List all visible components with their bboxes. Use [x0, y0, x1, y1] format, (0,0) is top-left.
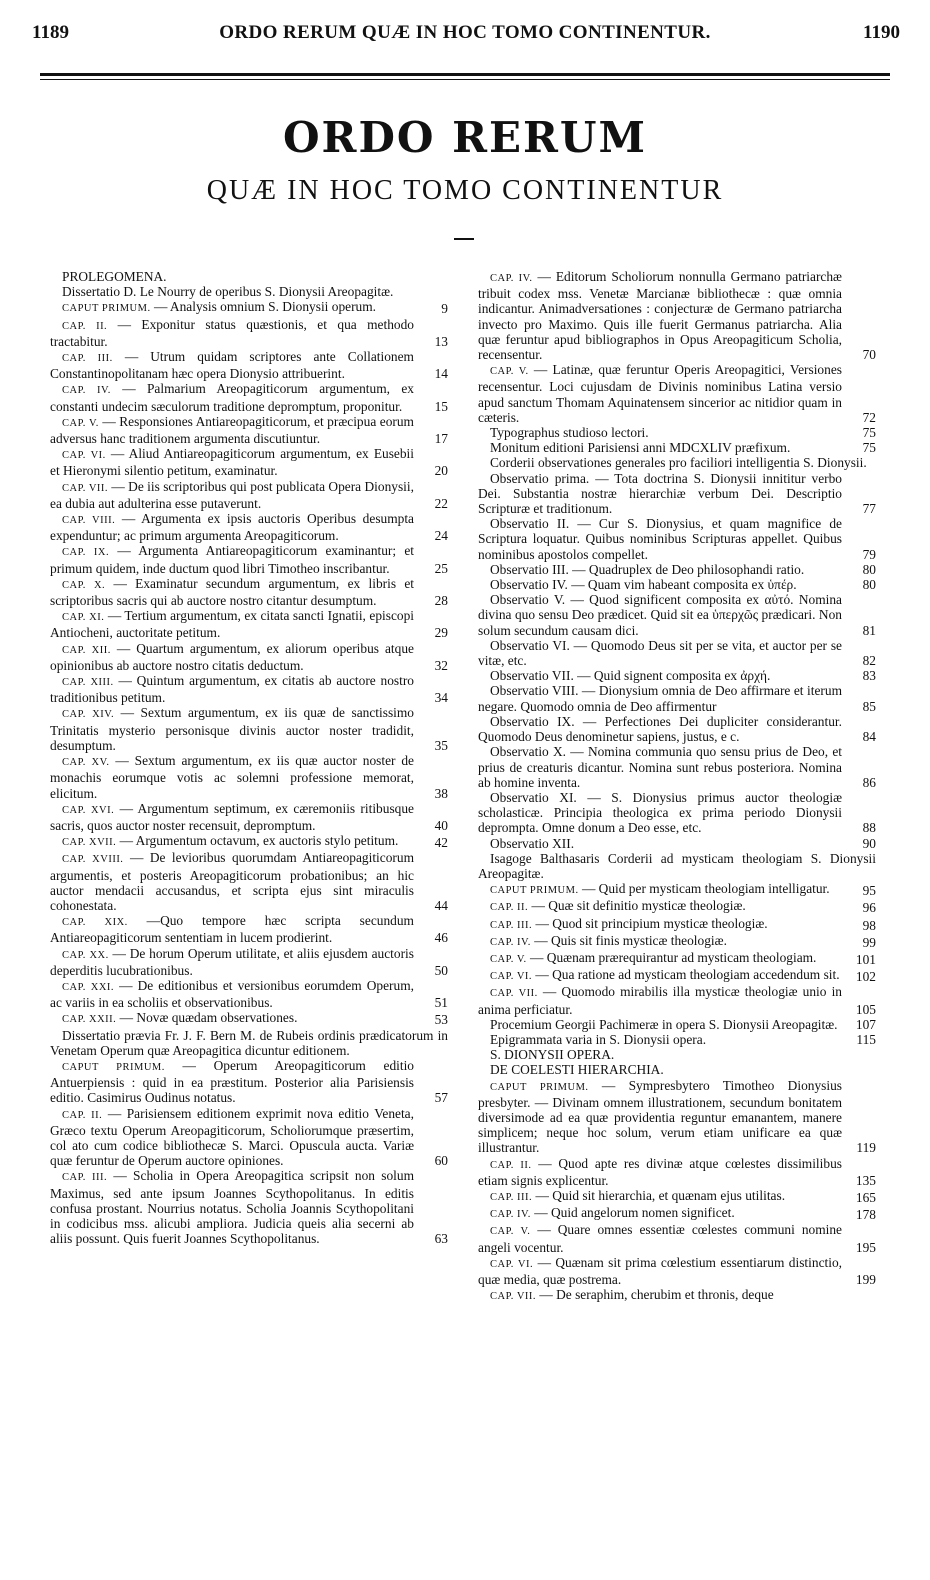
entry-text: — Quod apte res divinæ atque cœlestes dissimilibus etiam signis explicentur. [478, 1155, 842, 1188]
page-ref: 42 [434, 835, 448, 851]
toc-entry [50, 284, 448, 299]
page-ref: 80 [862, 577, 876, 593]
page-ref: 115 [856, 1031, 876, 1047]
page-ref: 119 [856, 1140, 876, 1156]
entry-label: CAP. XI. [62, 612, 105, 624]
entry-label: CAP. XIII. [62, 677, 114, 689]
page-number-right: 1190 [863, 22, 900, 43]
entry-label: CAP. V. [490, 953, 527, 965]
entry-label: CAP. V. [490, 1226, 531, 1238]
toc-entry [50, 913, 448, 945]
toc-entry [50, 850, 448, 913]
page-ref: 28 [434, 593, 448, 609]
page-ref: 82 [862, 653, 876, 669]
entry-text: Observatio IV. — Quam vim habeant composita ex ὑπέρ. [490, 577, 797, 593]
entry-label: CAP. II. [62, 320, 108, 332]
entry-text: Typographus studioso lectori. [490, 425, 649, 441]
page-ref: 15 [434, 398, 448, 414]
entry-text: — Responsiones Antiareopagiticorum, et præcipua eorum adversus hanc traditionem argumenta discutiuntur. [50, 413, 414, 447]
entry-label: CAP. VII. [62, 482, 109, 494]
entry-text: — Tertium argumentum, ex citata sancti Ignatii, episcopi Antiocheni, auctoritate petitum. [50, 608, 414, 641]
page-ref: 178 [855, 1207, 876, 1223]
toc-entry [478, 790, 876, 836]
entry-label: CAP. V. [490, 366, 529, 378]
entry-label: CAP. III. [490, 1191, 533, 1203]
page-ref: 135 [855, 1172, 876, 1188]
entry-text: —Quo tempore hæc scripta secundum Antiareopagiticorum sententiam in lucem prodierint. [50, 913, 414, 946]
toc-entry [50, 349, 448, 381]
page-ref: 44 [434, 897, 448, 913]
toc-entry [478, 851, 876, 881]
toc-entry [50, 269, 448, 284]
page-ref: 70 [862, 347, 876, 363]
toc-entry [50, 381, 448, 413]
entry-label: CAPUT PRIMUM. [62, 1061, 165, 1073]
toc-entry [478, 516, 876, 562]
toc-entry [478, 592, 876, 638]
page-ref: 24 [434, 528, 448, 544]
entry-label: CAP. VI. [490, 971, 533, 983]
entry-label: CAP. II. [490, 902, 529, 914]
entry-text: Epigrammata varia in S. Dionysii opera. [490, 1031, 707, 1047]
entry-text: — Sextum argumentum, ex iis quæ de sanctissimo Trinitatis mysterio personisque divinis auctor noster tradidit, desumptum. [50, 705, 414, 753]
toc-entry [478, 1255, 876, 1287]
toc-entry [50, 317, 448, 349]
entry-label: CAP. XVI. [62, 804, 115, 816]
entry-text: Observatio XI. — S. Dionysius primus auctor theologiæ scholasticæ. Principia theologica ex prima periodo Dionysii deprompta. Omne donum a Deo esse, etc. [478, 789, 842, 836]
page-ref: 29 [434, 625, 448, 641]
page-ref: 63 [434, 1231, 448, 1247]
entry-label: CAP. VII. [490, 1291, 537, 1303]
toc-entry [478, 916, 876, 933]
entry-text: — Quare omnes essentiæ cœlestes communi nomine angeli vocentur. [478, 1222, 842, 1255]
running-header [0, 18, 930, 48]
toc-entry [50, 978, 448, 1010]
entry-label: CAP. XX. [62, 949, 109, 961]
page-ref: 60 [434, 1153, 448, 1169]
entry-label: PROLEGOMENA. [62, 269, 167, 284]
toc-entry [50, 446, 448, 478]
entry-label: CAP. IV. [490, 936, 531, 948]
entry-text: — Quid per mysticam theologiam intelligatur. [581, 881, 830, 897]
entry-text: — Sympresbytero Timotheo Dionysius presbyter. — Divinam omnem illustrationem, secundum bonitatem diversimode ad ea quæ providentia reguntur emanantem, manere simplicem; neque hoc solum, verum etiam unificare ea quæ illustrantur. [478, 1077, 842, 1156]
entry-text: — Palmarium Areopagiticorum argumentum, ex constanti undecim sæculorum traditione depromptum, proponitur. [50, 381, 414, 414]
toc-entry [50, 576, 448, 608]
entry-text: — Scholia in Opera Areopagitica scripsit non solum Maximus, sed ante ipsum Joannes Scythopolitanus. In editis confusa prostant. Nourrius notatus. Scholia Joannis Scythopolitani in codicibus mss. alicubi ampliora. Judicia queis alia secerni ab aliis possunt. Quis fuerit Joannes Scythopolitanus. [50, 1168, 414, 1247]
toc-entry [478, 1205, 876, 1222]
entry-text: Observatio VIII. — Dionysium omnia de Deo affirmare et iterum negare. Quomodo omnia de Deo affirmentur [478, 683, 842, 714]
toc-entry [50, 1168, 448, 1246]
toc-entry [50, 1106, 448, 1169]
entry-label: CAP. III. [62, 1172, 108, 1184]
entry-text: — Parisiensem editionem exprimit nova editio Veneta, Græco textu Operum Areopagiticorum, Scholiorumque præsertim, col ato cum codice bibliothecæ S. Marci. Opuscula aucta. Variæ quæ feruntur de Operum auctore opiniones. [50, 1105, 414, 1169]
toc-entry [478, 1188, 876, 1205]
entry-label: CAP. XVIII. [62, 854, 124, 866]
entry-text: Isagoge Balthasaris Corderii ad mysticam theologiam S. Dionysii Areopagitæ. [478, 850, 876, 881]
toc-entry [50, 753, 448, 801]
page-title: ORDO RERUM [282, 113, 648, 162]
page-ref: 99 [862, 934, 876, 950]
entry-label: CAP. X. [62, 579, 106, 591]
page-ref: 38 [434, 785, 448, 801]
page-ref: 79 [862, 546, 876, 562]
entry-label: CAP. V. [62, 417, 99, 429]
entry-label: CAP. III. [62, 353, 113, 365]
entry-text: — Qua ratione ad mysticam theologiam accedendum sit. [535, 967, 840, 983]
entry-text: Observatio X. — Nomina communia quo sensu prius de Deo, et prius de creaturis dicantur. Nomina sunt rebus posteriora. Nomina ab homine inventa. [478, 744, 842, 790]
entry-text: Observatio VI. — Quomodo Deus sit per se vita, et auctor per se vitæ, etc. [478, 637, 842, 669]
entry-text: — Operum Areopagiticorum editio Antuerpiensis : quid in ea præstitum. Posterior alia Parisiensis editio. Casimirus Oudinus notatus. [50, 1057, 414, 1106]
entry-text: — De editionibus et versionibus eorumdem Operum, ac variis in ea scholiis et observationibus. [50, 977, 414, 1011]
entry-text: — Aliud Antiareopagiticorum argumentum, ex Eusebii et Hieronymi silentio petitum, examinatur. [50, 446, 414, 479]
entry-text: — Novæ quædam observationes. [119, 1010, 298, 1026]
page-ref: 88 [862, 820, 876, 836]
entry-label: CAP. II. [490, 1159, 532, 1171]
toc-entry [478, 577, 876, 592]
entry-text: — De horum Operum utilitate, et aliis ejusdem auctoris deperditis lucubrationibus. [50, 945, 414, 978]
entry-text: — Quomodo mirabilis illa mysticæ theologiæ unio in anima perficiatur. [478, 984, 842, 1017]
toc-entry [478, 440, 876, 455]
toc-entry [478, 1156, 876, 1188]
toc-entry [50, 1028, 448, 1058]
header-rule-thin [40, 79, 890, 80]
toc-entry [478, 1078, 876, 1156]
entry-text: — Argumentum octavum, ex auctoris stylo petitum. [119, 833, 399, 849]
toc-entry [478, 425, 876, 440]
entry-label: CAPUT PRIMUM. [490, 1081, 589, 1093]
entry-text: Dissertatio prævia Fr. J. F. Bern M. de Rubeis ordinis prædicatorum in Venetam Operum quæ Areopagitica dicuntur editionem. [50, 1027, 448, 1058]
toc-entry [478, 471, 876, 517]
entry-label: CAP. VII. [490, 988, 538, 1000]
entry-text: — Quænam prærequirantur ad mysticam theologiam. [530, 949, 817, 965]
entry-label: CAP. XXI. [62, 981, 115, 993]
entry-label: CAP. VIII. [62, 515, 116, 527]
page-ref: 96 [862, 900, 876, 916]
entry-text: — Argumenta ex ipsis auctoris Operibus desumpta expenduntur; ac primum argumenta Areopagiticorum. [50, 511, 414, 544]
entry-label: CAP. VI. [62, 450, 106, 462]
toc-entry [478, 1017, 876, 1032]
page-ref: 81 [862, 622, 876, 638]
entry-text: — Analysis omnium S. Dionysii operum. [153, 299, 377, 315]
toc-entry [50, 705, 448, 753]
toc-entry [50, 543, 448, 575]
entry-label: CAP. II. [62, 1109, 103, 1121]
page-ref: 102 [855, 969, 876, 985]
entry-label: CAP. XII. [62, 644, 111, 656]
toc-entry [478, 1222, 876, 1254]
toc-entry [478, 714, 876, 744]
entry-text: — Quintum argumentum, ex citatis ab auctore nostro traditionibus petitum. [50, 673, 414, 706]
page-ref: 199 [855, 1272, 876, 1287]
toc-entry [478, 1062, 876, 1077]
page-number-left: 1189 [32, 22, 69, 43]
entry-label: CAP. VI. [490, 1258, 534, 1270]
entry-text: — Quænam sit prima cœlestium essentiarum distinctio, quæ media, quæ postrema. [478, 1254, 842, 1287]
entry-text: Monitum editioni Parisiensi anni MDCXLIV præfixum. [490, 440, 791, 456]
entry-label: CAP. IV. [62, 385, 111, 397]
page-ref: 53 [434, 1012, 448, 1028]
page-ref: 90 [862, 835, 876, 851]
page-ref: 107 [855, 1016, 876, 1032]
page-ref: 14 [434, 366, 448, 382]
toc-entry [478, 1032, 876, 1047]
entry-label: S. DIONYSII OPERA. [490, 1047, 615, 1063]
page-ref: 25 [434, 560, 448, 576]
toc-entry [50, 1010, 448, 1027]
toc-entry [478, 562, 876, 577]
entry-label: CAP. XVII. [62, 837, 117, 849]
toc-entry [478, 836, 876, 851]
entry-label: CAP. IX. [62, 547, 110, 559]
entry-text: — Latinæ, quæ feruntur Operis Areopagitici, Versiones recensentur. Loci cujusdam de Divinis nominibus Latina versio apud sanctum Thomam Aquinatensem sincerior ac nitidior quam in cæteris. [478, 362, 842, 425]
entry-label: CAP. XIV. [62, 709, 115, 721]
toc-entry [478, 967, 876, 984]
page-ref: 195 [855, 1239, 876, 1255]
page-subtitle: QUÆ IN HOC TOMO CONTINENTUR [206, 175, 724, 206]
entry-text: — Editorum Scholiorum nonnulla Germano patriarchæ tribuit codex mss. Venetæ Marcianæ bibliothecæ : quæ omnia indicantur. Animadversationes : conjecturæ de Germano patriarcha invecto pro Maximo. Quis ille fuerit Germanus patriarcha. Alia quæ feruntur apud bibliographos in Opus Areopagiticum Scholia, recensentur. [478, 269, 842, 363]
left-column [50, 269, 448, 1246]
page-ref: 77 [862, 501, 876, 517]
entry-text: — Argumentum septimum, ex cæremoniis ritibusque sacris, quos auctor noster recensuit, depromptum. [50, 800, 414, 833]
page-ref: 32 [434, 657, 448, 673]
toc-entry [478, 984, 876, 1016]
toc-entry [50, 1058, 448, 1106]
page-ref: 40 [434, 817, 448, 833]
toc-entry [50, 299, 448, 316]
page-ref: 86 [862, 774, 876, 790]
entry-text: — Quæ sit definitio mysticæ theologiæ. [531, 898, 746, 914]
entry-text: Observatio XII. [490, 835, 575, 851]
entry-text: — Utrum quidam scriptores ante Collationem Constantinopolitanam hæc opera Dionysio attribuerint. [50, 349, 414, 382]
entry-label: CAP. XXII. [62, 1014, 117, 1026]
entry-text: — Exponitur status quæstionis, et qua methodo tractabitur. [50, 316, 414, 349]
page-ref: 98 [862, 917, 876, 933]
toc-entry [50, 608, 448, 640]
entry-label: CAP. XIX. [62, 917, 128, 929]
toc-entry [478, 638, 876, 668]
entry-text: — Quis sit finis mysticæ theologiæ. [534, 932, 727, 948]
toc-entry [478, 933, 876, 950]
toc-entry [478, 744, 876, 790]
toc-entry [478, 269, 876, 362]
entry-label: CAP. III. [490, 919, 533, 931]
entry-text: — De levioribus quorumdam Antiareopagiticorum argumentis, et posteris Areopagiticorum probationibus; an hic auctor mendacii accusandus, et scripta ejus sint miraculis cohonestata. [50, 850, 414, 913]
page-ref: 72 [862, 409, 876, 425]
page-ref: 85 [862, 698, 876, 714]
entry-text: — Quod sit principium mysticæ theologiæ. [535, 915, 768, 931]
toc-entry [478, 898, 876, 915]
page-ref: 75 [862, 440, 876, 456]
entry-text: Observatio V. — Quod significent composita ex αὐτό. Nomina divina quo sensu Deo prædicet. Quid sit ea ὑπερχῶς prædicari. Non solum secundum causam dici. [478, 592, 842, 638]
entry-text: — De iis scriptoribus qui post publicata Opera Dionysii, ea dubia aut adulterina esse putaverunt. [50, 478, 414, 511]
toc-entry [50, 414, 448, 446]
entry-text: — Quartum argumentum, ex aliorum operibus atque opinionibus ab auctore nostro citatis deductum. [50, 640, 414, 673]
page-ref: 75 [862, 425, 876, 441]
toc-entry [50, 801, 448, 833]
toc-entry [50, 641, 448, 673]
page-ref: 83 [862, 668, 876, 684]
toc-entry [478, 668, 876, 683]
entry-text: Dissertatio D. Le Nourry de operibus S. Dionysii Areopagitæ. [62, 284, 394, 300]
right-column [478, 269, 876, 1304]
toc-entry [478, 455, 876, 470]
entry-text: Observatio II. — Cur S. Dionysius, et quam magnifice de Scriptura loquatur. Quibus nominibus Scripturas appellet. Quibus nominibus apostolos compellet. [478, 516, 842, 562]
page-ref: 95 [862, 883, 876, 899]
running-title: ORDO RERUM QUÆ IN HOC TOMO CONTINENTUR. [219, 22, 711, 43]
entry-label: CAP. IV. [490, 273, 533, 284]
page-ref: 57 [434, 1090, 448, 1106]
toc-entry [50, 673, 448, 705]
entry-label: CAP. XV. [62, 757, 110, 769]
entry-text: — Quid angelorum nomen significet. [534, 1205, 735, 1221]
page-ref: 9 [441, 301, 448, 317]
entry-text: — De seraphim, cherubim et thronis, deque [539, 1287, 774, 1303]
toc-entry [50, 479, 448, 511]
entry-text: — Sextum argumentum, ex iis quæ auctor noster de monachis eorumque votis ac solemni professione memorat, elicitum. [50, 753, 414, 801]
toc-entry [478, 683, 876, 713]
page-ref: 20 [434, 463, 448, 479]
page-ref: 22 [434, 495, 448, 511]
entry-text: Observatio III. — Quadruplex de Deo philosophandi ratio. [490, 561, 805, 577]
toc-entry [50, 833, 448, 850]
entry-text: Corderii observationes generales pro faciliori intelligentia S. Dionysii. [490, 455, 867, 471]
page-ref: 80 [862, 561, 876, 577]
page-ref: 35 [434, 737, 448, 753]
page-ref: 13 [434, 333, 448, 349]
entry-text: Observatio VII. — Quid signent composita ex ἀρχή. [490, 668, 771, 684]
entry-text: Observatio IX. — Perfectiones Dei dupliciter considerantur. Quomodo Deus denominetur sapiens, justus, e c. [478, 713, 842, 745]
entry-label: CAPUT PRIMUM. [62, 303, 151, 315]
page-ref: 46 [434, 930, 448, 946]
toc-entry [50, 511, 448, 543]
entry-text: Observatio prima. — Tota doctrina S. Dionysii innititur verbo Dei. Substantia nostræ hierarchiæ verbum Dei. Descriptio Scripturæ et traditionum. [478, 470, 842, 517]
toc-entry [478, 362, 876, 425]
page-ref: 17 [434, 431, 448, 447]
page-ref: 50 [434, 962, 448, 978]
entry-label: DE COELESTI HIERARCHIA. [490, 1062, 664, 1078]
page-ref: 101 [855, 951, 876, 967]
header-rule-thick [40, 73, 890, 76]
entry-text: — Examinatur secundum argumentum, ex libris et scriptoribus sacris qui ab auctore nostro citantur desumptum. [50, 575, 414, 609]
toc-entry [478, 950, 876, 967]
page-ref: 51 [434, 995, 448, 1011]
entry-text: — Argumenta Antiareopagiticorum examinantur; et primum quidem, inde ductum quod libri Timotheo inscribantur. [50, 543, 414, 576]
entry-label: CAPUT PRIMUM. [490, 885, 579, 897]
entry-text: — Quid sit hierarchia, et quænam ejus utilitas. [535, 1187, 786, 1203]
page-ref: 165 [855, 1189, 876, 1205]
toc-entry [50, 946, 448, 978]
page-ref: 84 [862, 729, 876, 745]
toc-entry [478, 1047, 876, 1062]
toc-entry [478, 1287, 876, 1304]
page-ref: 34 [434, 690, 448, 706]
entry-text: Procemium Georgii Pachimeræ in opera S. Dionysii Areopagitæ. [490, 1016, 838, 1032]
entry-label: CAP. IV. [490, 1209, 531, 1221]
page-ref: 105 [855, 1001, 876, 1017]
title-divider [454, 238, 474, 240]
toc-entry [478, 881, 876, 898]
